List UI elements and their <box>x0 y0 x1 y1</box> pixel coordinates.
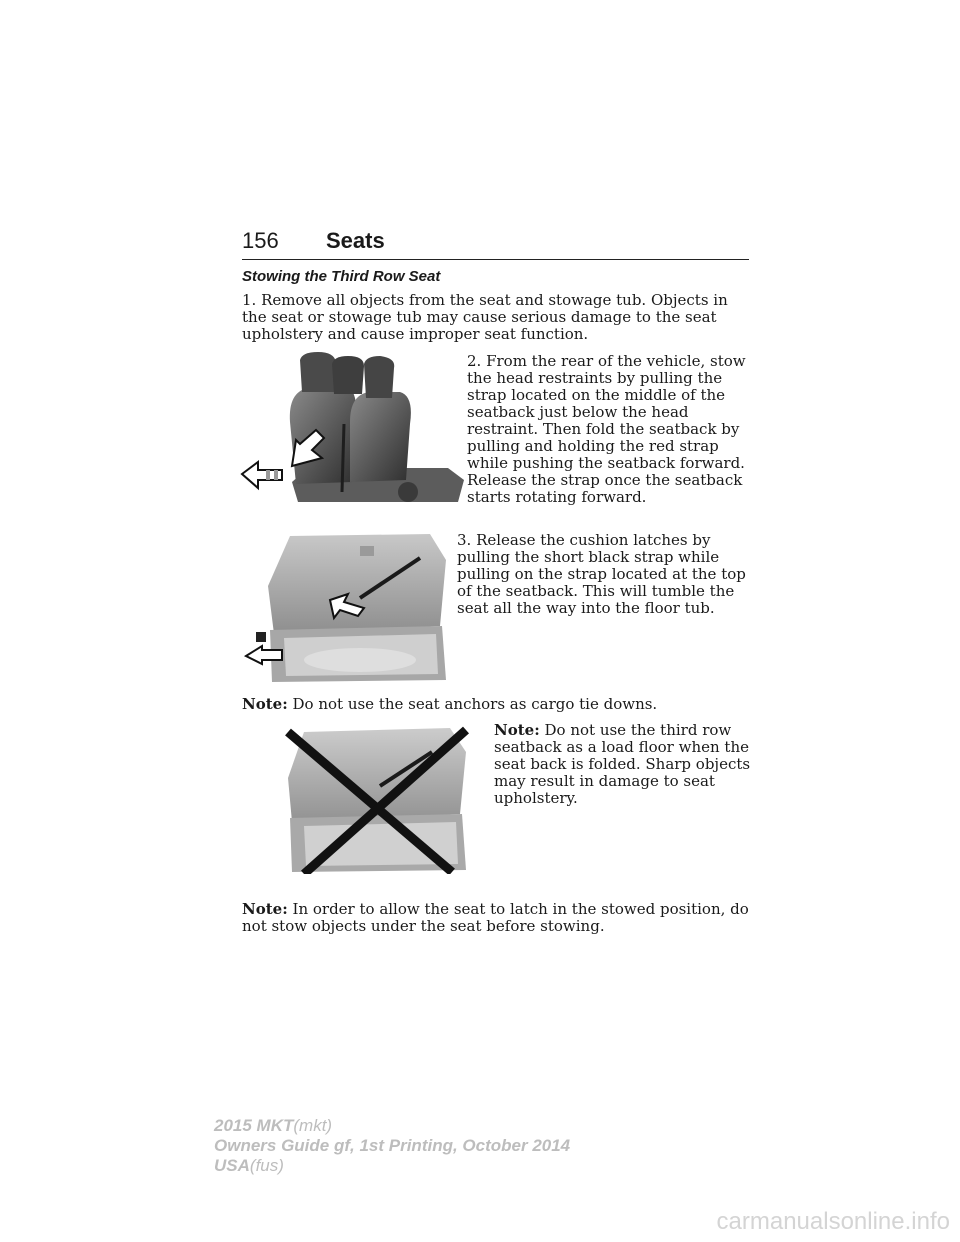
footer-model-code: (mkt) <box>293 1116 333 1135</box>
seat-cushion-latch-illustration <box>240 530 452 682</box>
subsection-heading: Stowing the Third Row Seat <box>242 268 441 285</box>
step-1-text: 1. Remove all objects from the seat and stowage tub. Objects in the seat or stowage tub may cause serious damage to the seat upholstery and cause improper seat function. <box>242 291 728 343</box>
page-number: 156 <box>242 228 279 253</box>
note-label: Note: <box>242 695 288 713</box>
note-text: Do not use the third row seatback as a load floor when the seat back is folded. Sharp objects may result in damage to seat upholstery. <box>494 721 751 807</box>
site-watermark: carmanualsonline.info <box>716 1208 950 1235</box>
section-title: Seats <box>326 228 385 253</box>
footer-edition: Owners Guide gf, 1st Printing, October 2014 <box>214 1136 571 1155</box>
note-seat-anchors <box>242 696 752 713</box>
note-label: Note: <box>494 721 540 739</box>
note-label: Note: <box>242 900 288 918</box>
print-footer <box>214 1116 570 1176</box>
footer-model: 2015 MKT <box>214 1116 294 1135</box>
note-text: In order to allow the seat to latch in the stowed position, do not stow objects under the seat before stowing. <box>242 900 749 935</box>
seat-head-restraint-illustration <box>238 352 466 509</box>
footer-region: USA <box>214 1156 250 1175</box>
footer-region-code: (fus) <box>249 1156 284 1175</box>
note-load-floor <box>494 722 754 807</box>
seatback-load-floor-prohibited-illustration <box>282 722 474 874</box>
header-rule <box>242 259 749 260</box>
note-stowed-position <box>242 901 752 935</box>
step-2-text: 2. From the rear of the vehicle, stow the head restraints by pulling the strap located on the middle of the seatback just below the head restraint. Then fold the seatback by pulling and holding the red strap while pushing the seatback forward. Release the strap once the seatback starts rotating forward. <box>467 352 746 506</box>
note-text: Do not use the seat anchors as cargo tie downs. <box>292 695 658 713</box>
step-3-text: 3. Release the cushion latches by pulling the short black strap while pulling on the strap located at the top of the seatback. This will tumble the seat all the way into the floor tub. <box>457 531 746 617</box>
